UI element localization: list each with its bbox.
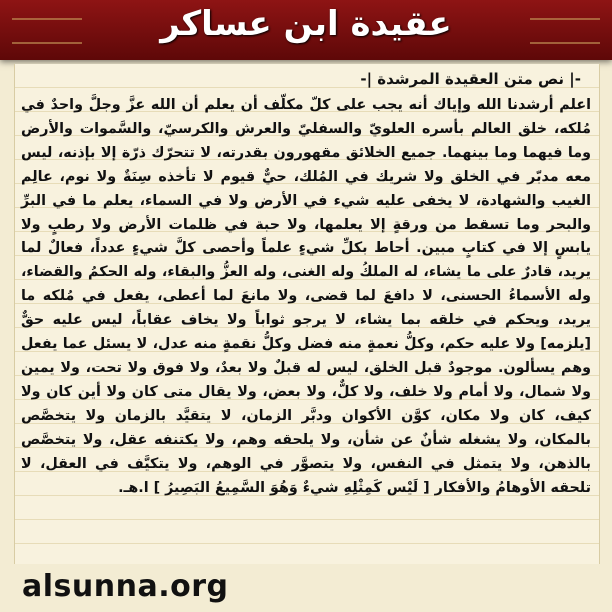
- text-page: [14, 64, 600, 564]
- section-heading: -| نص متن العقيدة المرشدة |-: [360, 70, 581, 88]
- title-banner: [0, 0, 612, 60]
- creed-body-text: اعلم أرشدنا الله وإياك أنه يجب على كلّ مكلّف أن يعلم أن الله عزَّ وجلَّ واحدٌ في مُلكه، خلق العالم بأسره العلويّ والسفليّ والعرش والكرسيّ، والسَّموات والأرض وما فيهما وما بينهما. جميع الخلائق مقهورون بقدرته، لا تتحرّك ذرّة إلا بإذنه، ليس معه مدبّر في الخلق ولا شريك في المُلك، حيٌّ قيوم لا تأخذه سِنَةٌ ولا نوم، عالِم الغيب والشهادة، لا يخفى عليه شيء في الأرض ولا في السماء، يعلم ما في البرِّ والبحر وما تسقط من ورقةٍ إلا يعلمها، ولا حبة في ظلمات الأرض ولا رطبٍ ولا يابسٍ إلا في كتابٍ مبين. أحاط بكلِّ شيءٍ علماً وأحصى كلَّ شيءٍ عدداً، فعالٌ لما يريد، قادرٌ على ما يشاء، له الملكُ وله الغنى، وله العزُّ والبقاء، وله الحكمُ والقضاء، وله الأسماءُ الحسنى، لا دافعَ لما قضى، ولا مانعَ لما أعطى، يفعل في مُلكه ما يريد، ويحكم في خلقه بما يشاء، لا يرجو ثواباً ولا يخاف عقاباً، ليس عليه حقٌّ [يلزمه] ولا عليه حكم، وكلُّ نعمةٍ منه فضل وكلُّ نقمةٍ منه عدل، لا يسئل عما يفعل وهم يسألون. موجودٌ قبل الخلق، ليس له قبلٌ ولا بعدٌ، ولا فوق ولا تحت، ولا يمين ولا شمال، ولا أمام ولا خلف، ولا كلٌّ، ولا بعض، ولا يقال متى كان ولا أين كان ولا كيف، كان ولا مكان، كوَّن الأكوان ودبَّر الزمان، لا يتقيَّد بالزمان ولا يتخصَّص بالمكان، ولا يشغله شأنٌ عن شأن، ولا يلحقه وهم، ولا يكتنفه عقل، ولا يتخصَّص بالذهن، ولا يتمثل في النفس، ولا يتصوَّر في الوهم، ولا يتكيَّف في العقل، لا تلحقه الأوهامُ والأفكار [ لَيْس كَمِثْلِهِ شيءٌ وَهُوَ السَّمِيعُ البَصِيرُ ] ا.هـ.: [21, 97, 591, 496]
- site-logo: alsunna.org: [22, 569, 229, 604]
- page-title: عقيدة ابن عساكر: [160, 4, 452, 44]
- footer: [0, 564, 612, 612]
